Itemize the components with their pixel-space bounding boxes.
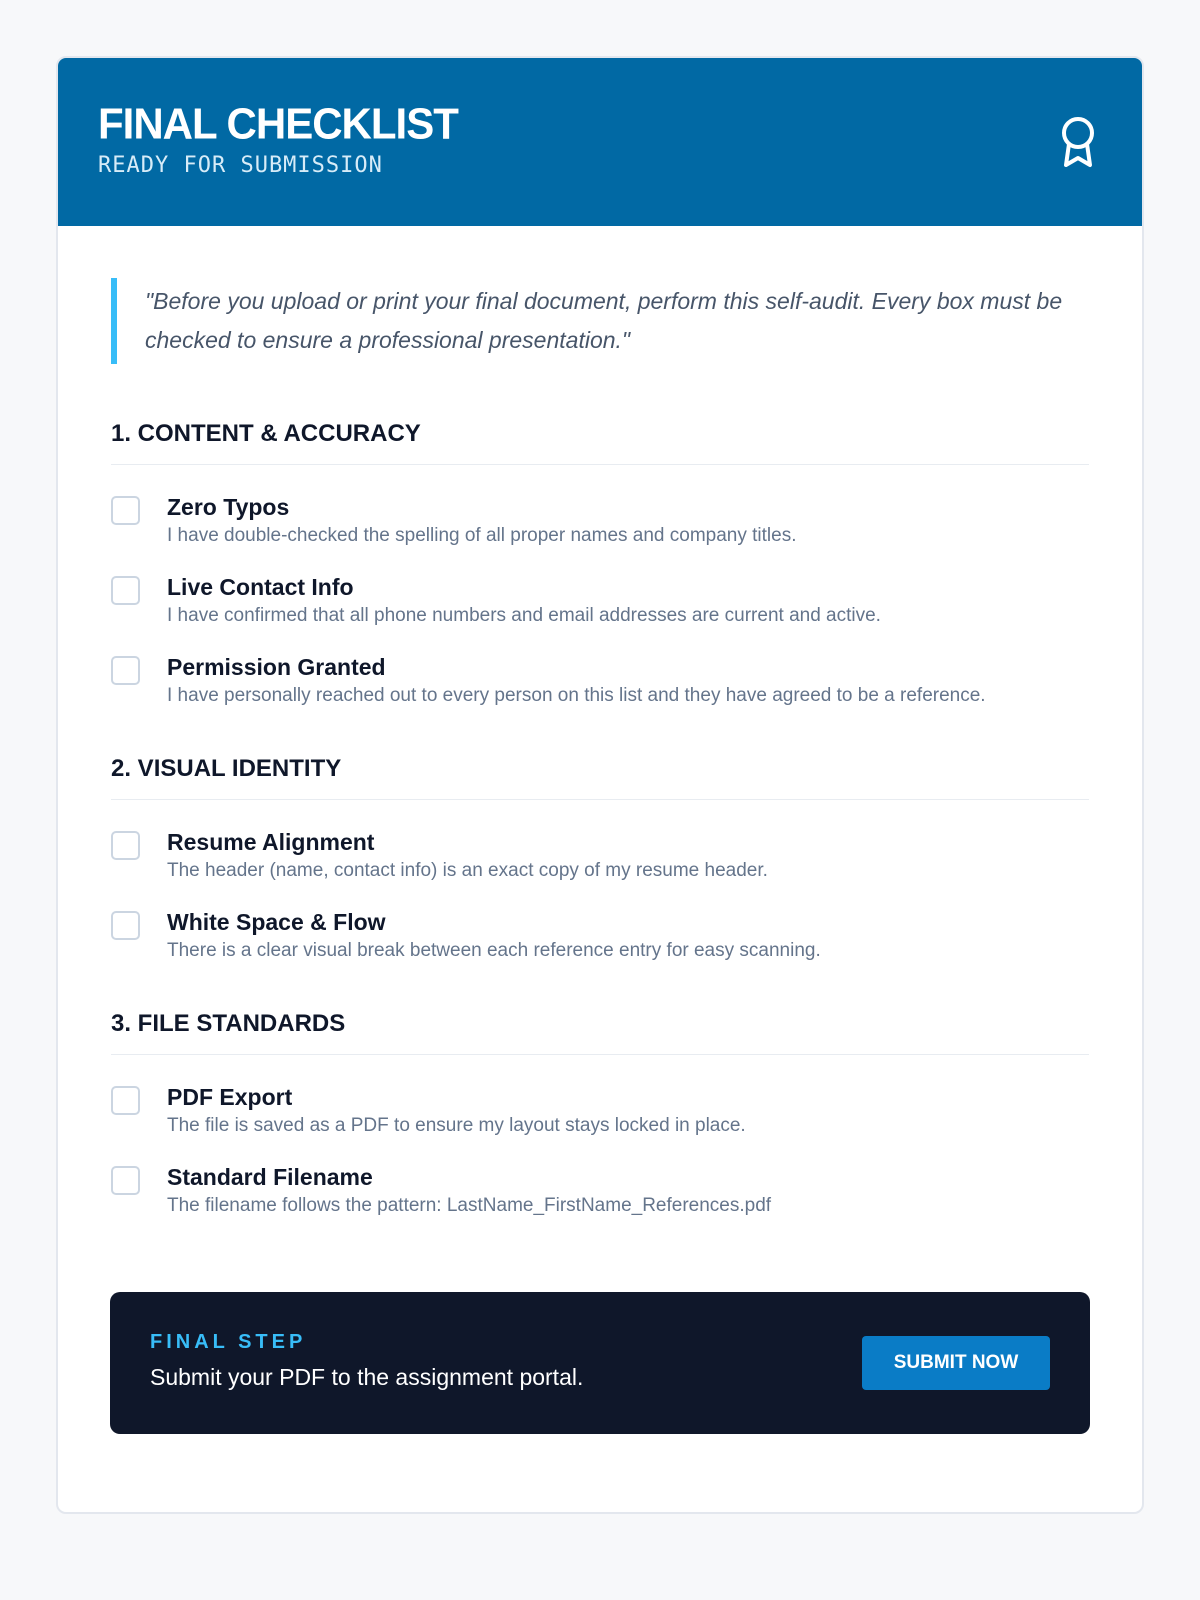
card-content	[58, 226, 1142, 1219]
page-title: FINAL CHECKLIST	[98, 99, 458, 148]
checklist-item-permission-granted	[111, 653, 1089, 709]
section-title: 1. CONTENT & ACCURACY	[111, 420, 1089, 465]
section-visual-identity	[111, 755, 1089, 964]
final-step-label: FINAL STEP	[150, 1331, 307, 1353]
checkbox-live-contact-info[interactable]	[111, 576, 140, 605]
page-subtitle: READY FOR SUBMISSION	[98, 153, 383, 178]
item-title: White Space & Flow	[167, 909, 386, 935]
item-title: PDF Export	[167, 1084, 293, 1110]
item-title: Zero Typos	[167, 494, 290, 520]
item-title: Standard Filename	[167, 1164, 373, 1190]
checkbox-zero-typos[interactable]	[111, 496, 140, 525]
item-description: I have double-checked the spelling of all proper names and company titles.	[167, 525, 797, 546]
item-title: Resume Alignment	[167, 829, 375, 855]
section-title: 3. FILE STANDARDS	[111, 1010, 1089, 1055]
checklist-item-resume-alignment	[111, 828, 1089, 884]
final-step-text: Submit your PDF to the assignment portal.	[150, 1364, 584, 1390]
item-title: Permission Granted	[167, 654, 386, 680]
award-ribbon-icon	[1058, 114, 1098, 170]
section-title: 2. VISUAL IDENTITY	[111, 755, 1089, 800]
checklist-item-white-space-flow	[111, 908, 1089, 964]
intro-quote: "Before you upload or print your final document, perform this self-audit. Every box must be checked to ensure a professional presentation."	[111, 278, 1089, 364]
final-step-panel	[110, 1292, 1090, 1434]
checklist-item-live-contact-info	[111, 573, 1089, 629]
checkbox-standard-filename[interactable]	[111, 1166, 140, 1195]
item-title: Live Contact Info	[167, 574, 354, 600]
submit-now-button[interactable]: SUBMIT NOW	[862, 1336, 1050, 1390]
checkbox-pdf-export[interactable]	[111, 1086, 140, 1115]
section-file-standards	[111, 1010, 1089, 1219]
checklist-item-pdf-export	[111, 1083, 1089, 1139]
section-content-accuracy	[111, 420, 1089, 709]
checklist-item-standard-filename	[111, 1163, 1089, 1219]
checkbox-resume-alignment[interactable]	[111, 831, 140, 860]
item-description: There is a clear visual break between each reference entry for easy scanning.	[167, 940, 821, 961]
checkbox-white-space-flow[interactable]	[111, 911, 140, 940]
item-description: I have personally reached out to every person on this list and they have agreed to be a reference.	[167, 685, 986, 706]
item-description: I have confirmed that all phone numbers and email addresses are current and active.	[167, 605, 881, 626]
checkbox-permission-granted[interactable]	[111, 656, 140, 685]
item-description: The filename follows the pattern: LastName_FirstName_References.pdf	[167, 1195, 772, 1216]
checklist-card	[56, 56, 1144, 1514]
item-description: The header (name, contact info) is an exact copy of my resume header.	[167, 860, 768, 881]
checklist-item-zero-typos	[111, 493, 1089, 549]
card-header	[58, 58, 1142, 226]
item-description: The file is saved as a PDF to ensure my layout stays locked in place.	[167, 1115, 746, 1136]
